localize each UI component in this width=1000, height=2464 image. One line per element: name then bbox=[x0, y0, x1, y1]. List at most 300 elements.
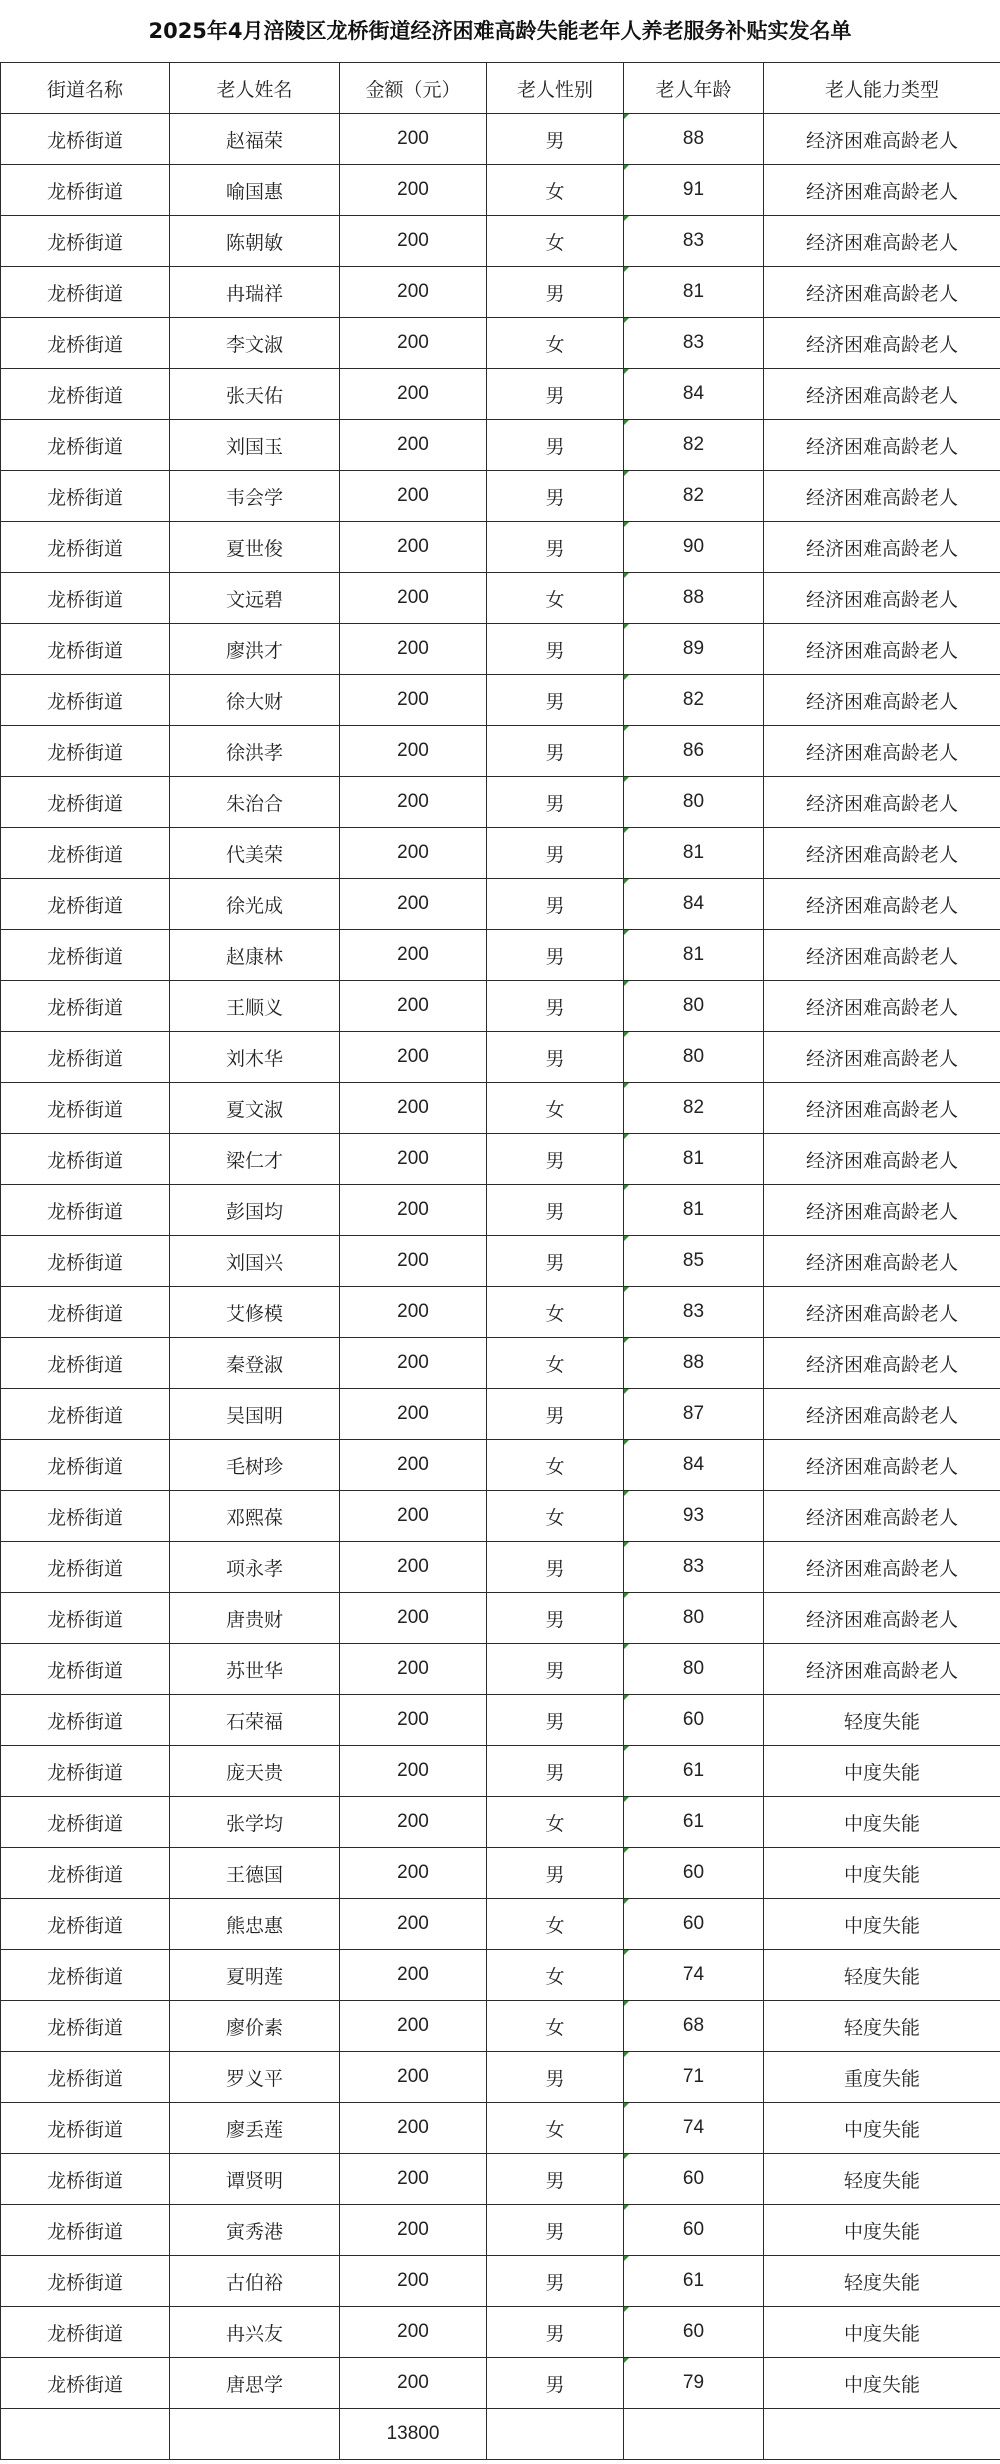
total-cell-age bbox=[624, 2409, 764, 2460]
cell-ability-type: 轻度失能 bbox=[764, 2256, 1000, 2307]
cell-age: 85 bbox=[624, 1236, 764, 1287]
cell-street: 龙桥街道 bbox=[1, 2052, 170, 2103]
table-row bbox=[1, 1440, 1000, 1491]
table-row bbox=[1, 1695, 1000, 1746]
cell-street: 龙桥街道 bbox=[1, 1950, 170, 2001]
cell-name: 毛树珍 bbox=[170, 1440, 340, 1491]
cell-gender: 女 bbox=[487, 1287, 624, 1338]
cell-street: 龙桥街道 bbox=[1, 1389, 170, 1440]
cell-name: 庞天贵 bbox=[170, 1746, 340, 1797]
cell-gender: 男 bbox=[487, 1389, 624, 1440]
cell-amount: 200 bbox=[340, 2052, 487, 2103]
cell-amount: 200 bbox=[340, 2154, 487, 2205]
cell-age: 68 bbox=[624, 2001, 764, 2052]
cell-age: 82 bbox=[624, 1083, 764, 1134]
cell-amount: 200 bbox=[340, 1950, 487, 2001]
cell-gender: 男 bbox=[487, 1593, 624, 1644]
cell-amount: 200 bbox=[340, 471, 487, 522]
table-row bbox=[1, 2001, 1000, 2052]
total-cell-street bbox=[1, 2409, 170, 2460]
cell-amount: 200 bbox=[340, 1695, 487, 1746]
cell-gender: 男 bbox=[487, 420, 624, 471]
table-row bbox=[1, 2205, 1000, 2256]
table-row bbox=[1, 420, 1000, 471]
cell-name: 徐光成 bbox=[170, 879, 340, 930]
cell-street: 龙桥街道 bbox=[1, 624, 170, 675]
cell-age: 84 bbox=[624, 879, 764, 930]
cell-name: 秦登淑 bbox=[170, 1338, 340, 1389]
cell-ability-type: 经济困难高龄老人 bbox=[764, 879, 1000, 930]
total-cell-type bbox=[764, 2409, 1000, 2460]
cell-gender: 女 bbox=[487, 1797, 624, 1848]
cell-gender: 男 bbox=[487, 1746, 624, 1797]
cell-name: 廖洪才 bbox=[170, 624, 340, 675]
cell-gender: 男 bbox=[487, 1644, 624, 1695]
table-row bbox=[1, 930, 1000, 981]
cell-age: 82 bbox=[624, 420, 764, 471]
cell-name: 徐大财 bbox=[170, 675, 340, 726]
cell-name: 文远碧 bbox=[170, 573, 340, 624]
cell-age: 84 bbox=[624, 369, 764, 420]
cell-street: 龙桥街道 bbox=[1, 1899, 170, 1950]
header-ability-type: 老人能力类型 bbox=[764, 63, 1000, 114]
cell-street: 龙桥街道 bbox=[1, 1644, 170, 1695]
cell-ability-type: 经济困难高龄老人 bbox=[764, 573, 1000, 624]
cell-street: 龙桥街道 bbox=[1, 1338, 170, 1389]
header-street: 街道名称 bbox=[1, 63, 170, 114]
total-cell-name bbox=[170, 2409, 340, 2460]
cell-gender: 男 bbox=[487, 2358, 624, 2409]
cell-amount: 200 bbox=[340, 2103, 487, 2154]
cell-ability-type: 经济困难高龄老人 bbox=[764, 1083, 1000, 1134]
cell-age: 89 bbox=[624, 624, 764, 675]
cell-ability-type: 中度失能 bbox=[764, 2307, 1000, 2358]
cell-street: 龙桥街道 bbox=[1, 1593, 170, 1644]
cell-age: 83 bbox=[624, 1542, 764, 1593]
cell-street: 龙桥街道 bbox=[1, 1491, 170, 1542]
cell-amount: 200 bbox=[340, 1083, 487, 1134]
cell-ability-type: 经济困难高龄老人 bbox=[764, 828, 1000, 879]
cell-amount: 200 bbox=[340, 981, 487, 1032]
cell-gender: 女 bbox=[487, 318, 624, 369]
cell-name: 赵康林 bbox=[170, 930, 340, 981]
cell-ability-type: 经济困难高龄老人 bbox=[764, 1593, 1000, 1644]
cell-street: 龙桥街道 bbox=[1, 675, 170, 726]
table-row bbox=[1, 1746, 1000, 1797]
cell-name: 苏世华 bbox=[170, 1644, 340, 1695]
cell-amount: 200 bbox=[340, 1338, 487, 1389]
cell-gender: 女 bbox=[487, 1083, 624, 1134]
cell-gender: 男 bbox=[487, 522, 624, 573]
table-row bbox=[1, 2307, 1000, 2358]
cell-amount: 200 bbox=[340, 2001, 487, 2052]
cell-name: 夏明莲 bbox=[170, 1950, 340, 2001]
cell-ability-type: 中度失能 bbox=[764, 1899, 1000, 1950]
cell-name: 冉瑞祥 bbox=[170, 267, 340, 318]
cell-gender: 男 bbox=[487, 1542, 624, 1593]
cell-amount: 200 bbox=[340, 1236, 487, 1287]
cell-name: 代美荣 bbox=[170, 828, 340, 879]
table-row bbox=[1, 981, 1000, 1032]
cell-gender: 女 bbox=[487, 165, 624, 216]
cell-amount: 200 bbox=[340, 1032, 487, 1083]
cell-ability-type: 经济困难高龄老人 bbox=[764, 369, 1000, 420]
cell-ability-type: 经济困难高龄老人 bbox=[764, 267, 1000, 318]
table-row bbox=[1, 1491, 1000, 1542]
cell-amount: 200 bbox=[340, 2205, 487, 2256]
cell-amount: 200 bbox=[340, 777, 487, 828]
cell-ability-type: 经济困难高龄老人 bbox=[764, 1134, 1000, 1185]
cell-gender: 男 bbox=[487, 675, 624, 726]
cell-gender: 男 bbox=[487, 2052, 624, 2103]
cell-ability-type: 中度失能 bbox=[764, 2358, 1000, 2409]
cell-gender: 男 bbox=[487, 624, 624, 675]
cell-gender: 男 bbox=[487, 828, 624, 879]
cell-street: 龙桥街道 bbox=[1, 1236, 170, 1287]
cell-age: 80 bbox=[624, 1032, 764, 1083]
cell-ability-type: 经济困难高龄老人 bbox=[764, 1338, 1000, 1389]
cell-street: 龙桥街道 bbox=[1, 165, 170, 216]
cell-ability-type: 经济困难高龄老人 bbox=[764, 1287, 1000, 1338]
cell-amount: 200 bbox=[340, 675, 487, 726]
cell-name: 彭国均 bbox=[170, 1185, 340, 1236]
cell-name: 罗义平 bbox=[170, 2052, 340, 2103]
cell-age: 61 bbox=[624, 2256, 764, 2307]
cell-street: 龙桥街道 bbox=[1, 828, 170, 879]
table-row bbox=[1, 216, 1000, 267]
cell-amount: 200 bbox=[340, 573, 487, 624]
cell-gender: 女 bbox=[487, 1440, 624, 1491]
cell-gender: 男 bbox=[487, 777, 624, 828]
cell-amount: 200 bbox=[340, 165, 487, 216]
cell-ability-type: 经济困难高龄老人 bbox=[764, 1491, 1000, 1542]
cell-ability-type: 经济困难高龄老人 bbox=[764, 1032, 1000, 1083]
cell-gender: 男 bbox=[487, 930, 624, 981]
cell-age: 61 bbox=[624, 1746, 764, 1797]
cell-age: 61 bbox=[624, 1797, 764, 1848]
header-gender: 老人性别 bbox=[487, 63, 624, 114]
table-row bbox=[1, 828, 1000, 879]
cell-amount: 200 bbox=[340, 114, 487, 165]
cell-age: 60 bbox=[624, 1899, 764, 1950]
cell-gender: 男 bbox=[487, 879, 624, 930]
cell-gender: 男 bbox=[487, 1695, 624, 1746]
cell-street: 龙桥街道 bbox=[1, 522, 170, 573]
table-row bbox=[1, 1797, 1000, 1848]
cell-ability-type: 轻度失能 bbox=[764, 1695, 1000, 1746]
cell-street: 龙桥街道 bbox=[1, 2256, 170, 2307]
table-row bbox=[1, 1338, 1000, 1389]
cell-age: 60 bbox=[624, 2205, 764, 2256]
table-row bbox=[1, 879, 1000, 930]
cell-ability-type: 经济困难高龄老人 bbox=[764, 624, 1000, 675]
table-row bbox=[1, 267, 1000, 318]
cell-amount: 200 bbox=[340, 1746, 487, 1797]
cell-gender: 男 bbox=[487, 1032, 624, 1083]
cell-age: 81 bbox=[624, 1185, 764, 1236]
cell-gender: 男 bbox=[487, 267, 624, 318]
cell-name: 冉兴友 bbox=[170, 2307, 340, 2358]
cell-street: 龙桥街道 bbox=[1, 981, 170, 1032]
cell-street: 龙桥街道 bbox=[1, 114, 170, 165]
cell-gender: 女 bbox=[487, 2103, 624, 2154]
cell-amount: 200 bbox=[340, 1899, 487, 1950]
cell-name: 徐洪孝 bbox=[170, 726, 340, 777]
cell-street: 龙桥街道 bbox=[1, 1542, 170, 1593]
table-row bbox=[1, 2154, 1000, 2205]
cell-amount: 200 bbox=[340, 879, 487, 930]
cell-name: 夏世俊 bbox=[170, 522, 340, 573]
cell-amount: 200 bbox=[340, 318, 487, 369]
header-name: 老人姓名 bbox=[170, 63, 340, 114]
table-row bbox=[1, 726, 1000, 777]
cell-name: 梁仁才 bbox=[170, 1134, 340, 1185]
cell-gender: 男 bbox=[487, 1848, 624, 1899]
cell-street: 龙桥街道 bbox=[1, 2358, 170, 2409]
cell-age: 81 bbox=[624, 267, 764, 318]
cell-age: 87 bbox=[624, 1389, 764, 1440]
cell-street: 龙桥街道 bbox=[1, 1848, 170, 1899]
cell-street: 龙桥街道 bbox=[1, 930, 170, 981]
total-amount: 13800 bbox=[340, 2409, 487, 2460]
cell-gender: 女 bbox=[487, 1899, 624, 1950]
cell-age: 83 bbox=[624, 1287, 764, 1338]
table-row bbox=[1, 624, 1000, 675]
cell-gender: 男 bbox=[487, 2256, 624, 2307]
table-row bbox=[1, 1083, 1000, 1134]
table-row bbox=[1, 1032, 1000, 1083]
cell-name: 廖价素 bbox=[170, 2001, 340, 2052]
cell-name: 古伯裕 bbox=[170, 2256, 340, 2307]
table-row bbox=[1, 1389, 1000, 1440]
cell-gender: 男 bbox=[487, 1185, 624, 1236]
table-row bbox=[1, 2103, 1000, 2154]
cell-amount: 200 bbox=[340, 930, 487, 981]
cell-street: 龙桥街道 bbox=[1, 2205, 170, 2256]
cell-name: 喻国惠 bbox=[170, 165, 340, 216]
cell-ability-type: 轻度失能 bbox=[764, 1950, 1000, 2001]
cell-age: 91 bbox=[624, 165, 764, 216]
table-row bbox=[1, 1236, 1000, 1287]
table-row bbox=[1, 1593, 1000, 1644]
cell-ability-type: 经济困难高龄老人 bbox=[764, 318, 1000, 369]
cell-age: 74 bbox=[624, 2103, 764, 2154]
cell-age: 84 bbox=[624, 1440, 764, 1491]
cell-name: 艾修模 bbox=[170, 1287, 340, 1338]
cell-gender: 男 bbox=[487, 1236, 624, 1287]
cell-ability-type: 重度失能 bbox=[764, 2052, 1000, 2103]
cell-amount: 200 bbox=[340, 2358, 487, 2409]
cell-name: 夏文淑 bbox=[170, 1083, 340, 1134]
header-age: 老人年龄 bbox=[624, 63, 764, 114]
cell-ability-type: 经济困难高龄老人 bbox=[764, 522, 1000, 573]
cell-amount: 200 bbox=[340, 1848, 487, 1899]
cell-name: 邓熙葆 bbox=[170, 1491, 340, 1542]
cell-name: 刘木华 bbox=[170, 1032, 340, 1083]
cell-name: 张天佑 bbox=[170, 369, 340, 420]
cell-amount: 200 bbox=[340, 1134, 487, 1185]
cell-name: 寅秀港 bbox=[170, 2205, 340, 2256]
total-row bbox=[1, 2409, 1000, 2460]
cell-gender: 男 bbox=[487, 981, 624, 1032]
cell-amount: 200 bbox=[340, 1287, 487, 1338]
cell-age: 81 bbox=[624, 828, 764, 879]
cell-ability-type: 经济困难高龄老人 bbox=[764, 777, 1000, 828]
table-row bbox=[1, 318, 1000, 369]
table-row bbox=[1, 777, 1000, 828]
total-cell-gender bbox=[487, 2409, 624, 2460]
cell-name: 刘国兴 bbox=[170, 1236, 340, 1287]
cell-street: 龙桥街道 bbox=[1, 2001, 170, 2052]
cell-gender: 女 bbox=[487, 216, 624, 267]
cell-gender: 男 bbox=[487, 114, 624, 165]
cell-gender: 女 bbox=[487, 573, 624, 624]
cell-amount: 200 bbox=[340, 1644, 487, 1695]
header-row bbox=[1, 63, 1000, 114]
cell-ability-type: 经济困难高龄老人 bbox=[764, 471, 1000, 522]
cell-street: 龙桥街道 bbox=[1, 1134, 170, 1185]
cell-gender: 女 bbox=[487, 1950, 624, 2001]
cell-amount: 200 bbox=[340, 522, 487, 573]
cell-name: 熊忠惠 bbox=[170, 1899, 340, 1950]
cell-age: 81 bbox=[624, 1134, 764, 1185]
cell-name: 刘国玉 bbox=[170, 420, 340, 471]
cell-gender: 女 bbox=[487, 1338, 624, 1389]
cell-ability-type: 中度失能 bbox=[764, 1848, 1000, 1899]
table-row bbox=[1, 2052, 1000, 2103]
cell-ability-type: 经济困难高龄老人 bbox=[764, 420, 1000, 471]
table-row bbox=[1, 114, 1000, 165]
cell-name: 石荣福 bbox=[170, 1695, 340, 1746]
cell-name: 吴国明 bbox=[170, 1389, 340, 1440]
cell-street: 龙桥街道 bbox=[1, 2307, 170, 2358]
table-row bbox=[1, 1134, 1000, 1185]
cell-ability-type: 经济困难高龄老人 bbox=[764, 1389, 1000, 1440]
cell-ability-type: 经济困难高龄老人 bbox=[764, 675, 1000, 726]
table-row bbox=[1, 1185, 1000, 1236]
cell-amount: 200 bbox=[340, 1491, 487, 1542]
cell-name: 谭贤明 bbox=[170, 2154, 340, 2205]
cell-ability-type: 轻度失能 bbox=[764, 2001, 1000, 2052]
cell-street: 龙桥街道 bbox=[1, 2103, 170, 2154]
cell-ability-type: 经济困难高龄老人 bbox=[764, 1185, 1000, 1236]
cell-street: 龙桥街道 bbox=[1, 1185, 170, 1236]
cell-street: 龙桥街道 bbox=[1, 1287, 170, 1338]
table-row bbox=[1, 1287, 1000, 1338]
table-row bbox=[1, 1848, 1000, 1899]
cell-age: 88 bbox=[624, 573, 764, 624]
cell-age: 80 bbox=[624, 1593, 764, 1644]
cell-amount: 200 bbox=[340, 726, 487, 777]
table-row bbox=[1, 675, 1000, 726]
cell-street: 龙桥街道 bbox=[1, 2154, 170, 2205]
cell-gender: 男 bbox=[487, 2205, 624, 2256]
cell-ability-type: 经济困难高龄老人 bbox=[764, 930, 1000, 981]
cell-amount: 200 bbox=[340, 420, 487, 471]
cell-street: 龙桥街道 bbox=[1, 573, 170, 624]
cell-age: 80 bbox=[624, 981, 764, 1032]
cell-ability-type: 经济困难高龄老人 bbox=[764, 216, 1000, 267]
cell-name: 陈朝敏 bbox=[170, 216, 340, 267]
cell-age: 80 bbox=[624, 1644, 764, 1695]
cell-amount: 200 bbox=[340, 1542, 487, 1593]
subsidy-table bbox=[0, 62, 1000, 2460]
table-row bbox=[1, 1899, 1000, 1950]
cell-age: 93 bbox=[624, 1491, 764, 1542]
cell-street: 龙桥街道 bbox=[1, 1797, 170, 1848]
table-row bbox=[1, 2256, 1000, 2307]
cell-amount: 200 bbox=[340, 624, 487, 675]
cell-street: 龙桥街道 bbox=[1, 318, 170, 369]
cell-name: 唐贵财 bbox=[170, 1593, 340, 1644]
cell-amount: 200 bbox=[340, 1185, 487, 1236]
cell-name: 张学均 bbox=[170, 1797, 340, 1848]
cell-amount: 200 bbox=[340, 216, 487, 267]
cell-ability-type: 经济困难高龄老人 bbox=[764, 1542, 1000, 1593]
cell-amount: 200 bbox=[340, 2256, 487, 2307]
cell-amount: 200 bbox=[340, 828, 487, 879]
table-row bbox=[1, 1644, 1000, 1695]
cell-amount: 200 bbox=[340, 1440, 487, 1491]
cell-amount: 200 bbox=[340, 1593, 487, 1644]
cell-age: 82 bbox=[624, 675, 764, 726]
cell-ability-type: 轻度失能 bbox=[764, 2154, 1000, 2205]
cell-name: 韦会学 bbox=[170, 471, 340, 522]
cell-street: 龙桥街道 bbox=[1, 1032, 170, 1083]
cell-gender: 男 bbox=[487, 471, 624, 522]
cell-amount: 200 bbox=[340, 1797, 487, 1848]
cell-name: 赵福荣 bbox=[170, 114, 340, 165]
cell-age: 88 bbox=[624, 1338, 764, 1389]
cell-age: 80 bbox=[624, 777, 764, 828]
cell-ability-type: 经济困难高龄老人 bbox=[764, 114, 1000, 165]
cell-street: 龙桥街道 bbox=[1, 1695, 170, 1746]
table-row bbox=[1, 522, 1000, 573]
cell-age: 60 bbox=[624, 2307, 764, 2358]
cell-ability-type: 经济困难高龄老人 bbox=[764, 1644, 1000, 1695]
cell-ability-type: 经济困难高龄老人 bbox=[764, 981, 1000, 1032]
table-row bbox=[1, 573, 1000, 624]
table-row bbox=[1, 2358, 1000, 2409]
cell-street: 龙桥街道 bbox=[1, 777, 170, 828]
cell-amount: 200 bbox=[340, 1389, 487, 1440]
cell-name: 王德国 bbox=[170, 1848, 340, 1899]
cell-age: 60 bbox=[624, 1848, 764, 1899]
header-amount: 金额（元） bbox=[340, 63, 487, 114]
table-row bbox=[1, 369, 1000, 420]
cell-gender: 男 bbox=[487, 369, 624, 420]
cell-amount: 200 bbox=[340, 2307, 487, 2358]
cell-gender: 男 bbox=[487, 1134, 624, 1185]
table-row bbox=[1, 165, 1000, 216]
cell-street: 龙桥街道 bbox=[1, 726, 170, 777]
cell-ability-type: 经济困难高龄老人 bbox=[764, 1236, 1000, 1287]
cell-age: 79 bbox=[624, 2358, 764, 2409]
table-row bbox=[1, 1542, 1000, 1593]
cell-street: 龙桥街道 bbox=[1, 369, 170, 420]
cell-street: 龙桥街道 bbox=[1, 471, 170, 522]
cell-ability-type: 中度失能 bbox=[764, 1797, 1000, 1848]
table-row bbox=[1, 1950, 1000, 2001]
cell-age: 81 bbox=[624, 930, 764, 981]
cell-age: 82 bbox=[624, 471, 764, 522]
cell-age: 83 bbox=[624, 318, 764, 369]
cell-amount: 200 bbox=[340, 369, 487, 420]
cell-street: 龙桥街道 bbox=[1, 216, 170, 267]
cell-age: 90 bbox=[624, 522, 764, 573]
cell-street: 龙桥街道 bbox=[1, 879, 170, 930]
cell-ability-type: 中度失能 bbox=[764, 2103, 1000, 2154]
